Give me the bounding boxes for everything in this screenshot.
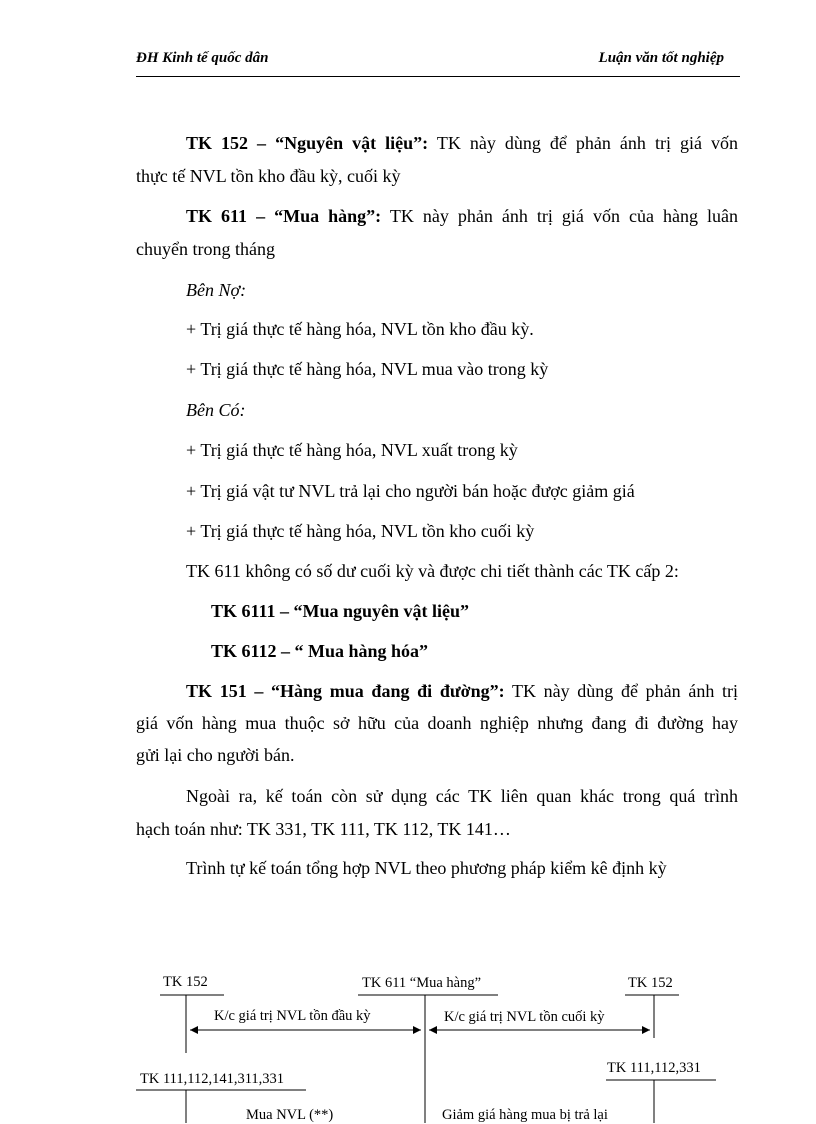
paragraph-tk151-line1 [136, 675, 738, 708]
arrowhead-cuoi-ky-right [642, 1026, 650, 1034]
co-item-1: + Trị giá thực tế hàng hóa, NVL xuất trong kỳ [186, 440, 518, 460]
label-giam-gia: Giảm giá hàng mua bị trả lại [442, 1107, 608, 1123]
header-thesis-label: Luận văn tốt nghiệp [598, 50, 724, 66]
tk152-heading: TK 152 – “Nguyên vật liệu”: [186, 133, 429, 153]
paragraph-other-accounts-line2: hạch toán như: TK 331, TK 111, TK 112, TK 141… [136, 819, 511, 839]
sub-account-6111: TK 6111 – “Mua nguyên vật liệu” [211, 601, 470, 621]
paragraph-tk611-line2: chuyển trong tháng [136, 239, 275, 259]
label-tk-right-group: TK 111,112,331 [607, 1060, 701, 1076]
arrowhead-cuoi-ky-left [429, 1026, 437, 1034]
no-item-1: + Trị giá thực tế hàng hóa, NVL tồn kho đầu kỳ. [186, 319, 534, 339]
paragraph-other-accounts-line1: Ngoài ra, kế toán còn sử dụng các TK liên quan khác trong quá trình [186, 786, 738, 806]
tk611-note: TK 611 không có số dư cuối kỳ và được chi tiết thành các TK cấp 2: [186, 561, 679, 581]
label-tk152-left: TK 152 [163, 974, 208, 990]
paragraph-tk611-line1 [136, 200, 738, 233]
tk152-desc: TK này dùng để phản ánh trị giá vốn [428, 133, 738, 153]
no-item-2: + Trị giá thực tế hàng hóa, NVL mua vào trong kỳ [186, 359, 549, 379]
co-item-2: + Trị giá vật tư NVL trả lại cho người bán hoặc được giảm giá [186, 481, 635, 501]
arrowhead-dau-ky-right [413, 1026, 421, 1034]
label-tk152-right: TK 152 [628, 975, 673, 991]
tk151-desc: TK này dùng để phản ánh trị [504, 681, 738, 701]
label-kc-dau-ky: K/c giá trị NVL tồn đầu kỳ [214, 1008, 371, 1024]
arrowhead-dau-ky-left [190, 1026, 198, 1034]
label-mua-nvl: Mua NVL (**) [246, 1107, 334, 1123]
tk611-desc: TK này phản ánh trị giá vốn của hàng luân [381, 206, 738, 226]
label-kc-cuoi-ky: K/c giá trị NVL tồn cuối kỳ [444, 1009, 605, 1025]
paragraph-tk151-line2: giá vốn hàng mua thuộc sở hữu của doanh nghiệp nhưng đang đi đường hay [136, 713, 738, 733]
co-item-3: + Trị giá thực tế hàng hóa, NVL tồn kho cuối kỳ [186, 521, 535, 541]
sub-account-6112: TK 6112 – “ Mua hàng hóa” [211, 641, 429, 661]
label-tk-left-group: TK 111,112,141,311,331 [140, 1071, 285, 1087]
paragraph-tk151-line3: gửi lại cho người bán. [136, 745, 295, 765]
label-tk611: TK 611 “Mua hàng” [362, 975, 482, 991]
ben-co-label: Bên Có: [186, 400, 246, 420]
t-account-diagram [0, 960, 816, 1123]
paragraph-tk152-line2: thực tế NVL tồn kho đầu kỳ, cuối kỳ [136, 166, 401, 186]
ben-no-label: Bên Nợ: [186, 280, 247, 300]
paragraph-tk152-line1 [136, 127, 738, 160]
tk611-heading: TK 611 – “Mua hàng”: [186, 206, 382, 226]
tk151-heading: TK 151 – “Hàng mua đang đi đường”: [186, 681, 505, 701]
diagram-intro: Trình tự kế toán tổng hợp NVL theo phương pháp kiểm kê định kỳ [186, 858, 667, 878]
page-header [136, 48, 740, 77]
header-university: ĐH Kinh tế quốc dân [136, 50, 269, 66]
